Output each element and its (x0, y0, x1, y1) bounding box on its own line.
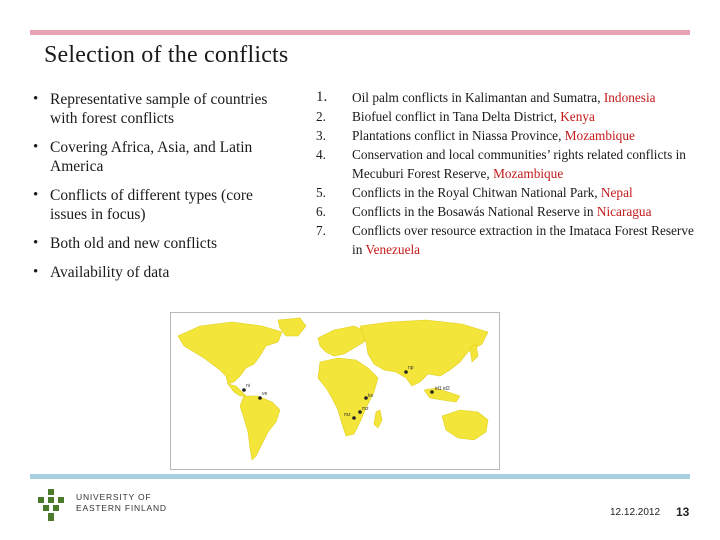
conflict-number: 6. (316, 204, 326, 219)
conflict-item (316, 202, 700, 221)
page-number: 13 (676, 505, 690, 519)
conflict-country: Indonesia (603, 90, 656, 105)
conflict-text: Plantations conflict in Niassa Province, (352, 128, 562, 143)
conflict-country: Mozambique (493, 166, 564, 181)
criteria-item: • Both old and new conflicts (28, 234, 290, 253)
conflict-item (316, 145, 700, 183)
conflict-number: 3. (316, 128, 326, 143)
conflict-number: 4. (316, 147, 326, 162)
conflict-text: Conservation and local communities’ rights related conflicts in Mecuburi Forest Reserve, (352, 147, 686, 181)
slide-date: 12.12.2012 (610, 507, 661, 518)
conflict-number: 7. (316, 223, 326, 238)
conflict-number: 1. (316, 89, 328, 105)
criteria-item: • Conflicts of different types (core issues in focus) (28, 186, 290, 224)
conflict-text: Oil palm conflicts in Kalimantan and Sumatra, (352, 90, 601, 105)
criteria-item: • Representative sample of countries with forest conflicts (28, 90, 290, 128)
university-name (76, 492, 167, 514)
university-name-line2: EASTERN FINLAND (76, 503, 167, 513)
bottom-divider (30, 474, 690, 479)
label-ni: ni (246, 383, 250, 389)
criteria-list (28, 90, 290, 292)
conflict-country: Nicaragua (596, 204, 652, 219)
top-divider (30, 30, 690, 35)
conflict-item (316, 126, 700, 145)
label-np: np (408, 365, 414, 371)
conflict-item (316, 221, 700, 259)
criteria-item: • Covering Africa, Asia, and Latin America (28, 138, 290, 176)
conflict-text: Conflicts in the Royal Chitwan National Park, (352, 185, 598, 200)
conflict-item (316, 183, 700, 202)
conflict-item (316, 88, 700, 107)
label-ve: ve (262, 391, 268, 397)
conflicts-list (316, 88, 700, 259)
marker-mz-2 (352, 416, 356, 420)
label-mz: mz (362, 406, 369, 412)
conflict-text: Conflicts over resource extraction in the Imataca Forest Reserve in (352, 223, 694, 257)
conflict-country: Kenya (560, 109, 595, 124)
world-map (170, 312, 500, 470)
marker-id (430, 390, 434, 394)
label-ke: ke (368, 393, 374, 399)
label-mz-2: mz (344, 412, 351, 418)
conflict-number: 5. (316, 185, 326, 200)
conflict-number: 2. (316, 109, 326, 124)
slide-title: Selection of the conflicts (44, 42, 289, 68)
conflict-country: Nepal (600, 185, 633, 200)
criteria-item: • Availability of data (28, 263, 290, 282)
conflict-text: Biofuel conflict in Tana Delta District, (352, 109, 557, 124)
conflict-item (316, 107, 700, 126)
label-id: id1 id2 (435, 386, 450, 392)
conflict-country: Venezuela (365, 242, 421, 257)
conflict-country: Mozambique (564, 128, 635, 143)
conflict-text: Conflicts in the Bosawás National Reserve in (352, 204, 594, 219)
university-name-line1: UNIVERSITY OF (76, 492, 152, 502)
university-logo-icon (34, 487, 74, 523)
